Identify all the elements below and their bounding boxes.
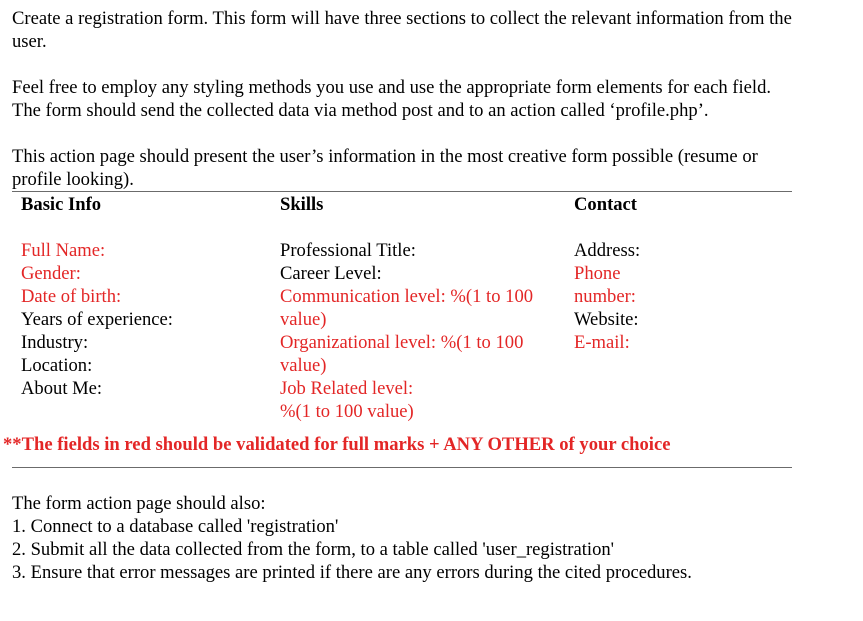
field-professional-title: Professional Title: — [280, 240, 416, 261]
field-full-name: Full Name: — [21, 240, 106, 261]
intro-paragraph-2-line-1: Feel free to employ any styling methods you use and use the appropriate form elements for each field. — [12, 77, 772, 98]
field-gender: Gender: — [21, 263, 81, 284]
field-website: Website: — [574, 309, 639, 330]
contact-column — [574, 239, 640, 354]
basic-info-column — [21, 239, 173, 400]
intro-paragraph-3-line-1: This action page should present the user’s information in the most creative form possible (resume or — [12, 146, 758, 167]
field-phone: Phone — [574, 263, 621, 284]
validation-note: **The fields in red should be validated for full marks + ANY OTHER of your choice — [3, 434, 671, 455]
footer-item-3: 3. Ensure that error messages are printed if there are any errors during the cited procedures. — [12, 562, 692, 583]
footer-item-1: 1. Connect to a database called 'registration' — [12, 516, 339, 537]
field-location: Location: — [21, 355, 93, 376]
footer-item-2: 2. Submit all the data collected from the form, to a table called 'user_registration' — [12, 539, 615, 560]
intro-paragraph-1-line-2: user. — [12, 31, 47, 52]
field-about-me: About Me: — [21, 378, 103, 399]
table-bottom-rule — [12, 467, 792, 468]
field-email: E-mail: — [574, 332, 630, 353]
intro-paragraph-1-line-1: Create a registration form. This form will have three sections to collect the relevant information from the — [12, 8, 792, 29]
field-communication-level-cont: value) — [280, 309, 327, 330]
intro-paragraph-3-line-2: profile looking). — [12, 169, 134, 190]
field-job-related-level-cont: %(1 to 100 value) — [280, 401, 414, 422]
field-years-of-experience: Years of experience: — [21, 309, 173, 330]
table-top-rule — [12, 191, 792, 192]
field-phone-number: number: — [574, 286, 636, 307]
footer-lead: The form action page should also: — [12, 493, 266, 514]
header-contact: Contact — [574, 194, 637, 215]
skills-column — [280, 239, 533, 423]
field-organizational-level: Organizational level: %(1 to 100 — [280, 332, 524, 353]
intro-paragraph-2-line-2: The form should send the collected data via method post and to an action called ‘profile.php’. — [12, 100, 709, 121]
header-skills: Skills — [280, 194, 324, 215]
field-career-level: Career Level: — [280, 263, 382, 284]
header-basic-info: Basic Info — [21, 194, 102, 215]
field-organizational-level-cont: value) — [280, 355, 327, 376]
field-communication-level: Communication level: %(1 to 100 — [280, 286, 534, 307]
field-address: Address: — [574, 240, 641, 261]
field-date-of-birth: Date of birth: — [21, 286, 122, 307]
field-job-related-level: Job Related level: — [280, 378, 414, 399]
field-industry: Industry: — [21, 332, 89, 353]
